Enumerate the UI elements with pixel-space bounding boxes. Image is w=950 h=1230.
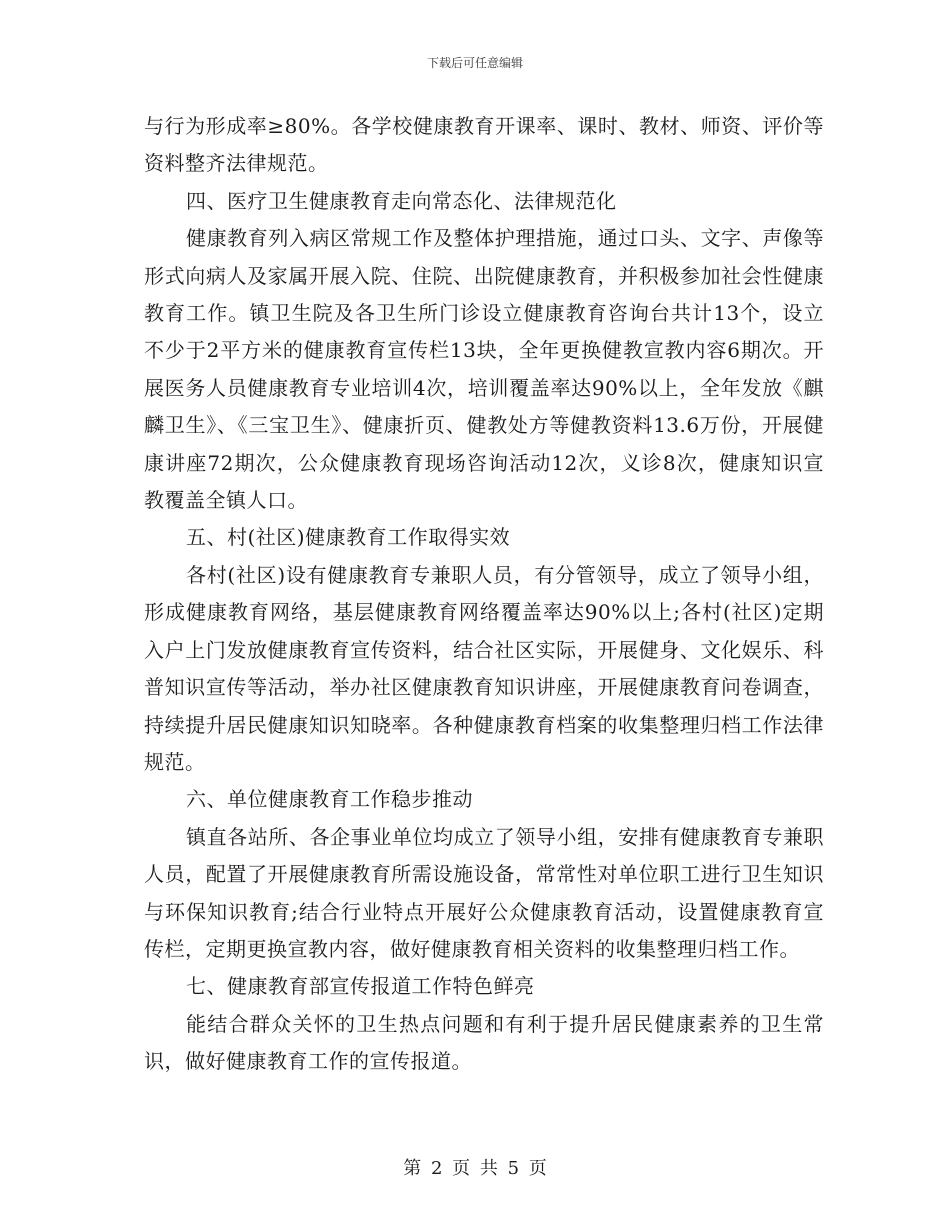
paragraph-village-community: 各村(社区)设有健康教育专兼职人员，有分管领导，成立了领导小组，形成健康教育网络，基层健康教育网络覆盖率达90%以上;各村(社区)定期入户上门发放健康教育宣传资料，结合社区实际，开展健身、文化娱乐、科普知识宣传等活动，举办社区健康教育知识讲座，开展健康教育问卷调查，持续提升居民健康知识知晓率。各种健康教育档案的收集整理归档工作法律规范。 xyxy=(144,562,824,774)
section-heading-4: 四、医疗卫生健康教育走向常态化、法律规范化 xyxy=(186,188,617,213)
section-heading-5: 五、村(社区)健康教育工作取得实效 xyxy=(186,525,511,550)
section-heading-7: 七、健康教育部宣传报道工作特色鲜亮 xyxy=(186,974,535,999)
section-heading-6: 六、单位健康教育工作稳步推动 xyxy=(186,787,473,812)
paragraph-publicity: 能结合群众关怀的卫生热点问题和有利于提升居民健康素养的卫生常识，做好健康教育工作的宣传报道。 xyxy=(144,1011,824,1074)
page-number-footer: 第 2 页 共 5 页 xyxy=(403,1158,547,1179)
document-body xyxy=(144,108,824,1081)
paragraph-school-materials: 与行为形成率≥80%。各学校健康教育开课率、课时、教材、师资、评价等资料整齐法律规范。 xyxy=(144,114,824,176)
page-header: 下载后可任意编辑 xyxy=(426,56,523,70)
paragraph-unit-health-education: 镇直各站所、各企事业单位均成立了领导小组，安排有健康教育专兼职人员，配置了开展健康教育所需设施设备，常常性对单位职工进行卫生知识与环保知识教育;结合行业特点开展好公众健康教育活动，设置健康教育宣传栏，定期更换宣教内容，做好健康教育相关资料的收集整理归档工作。 xyxy=(144,824,824,961)
paragraph-medical-health-education: 健康教育列入病区常规工作及整体护理措施，通过口头、文字、声像等形式向病人及家属开展入院、住院、出院健康教育，并积极参加社会性健康教育工作。镇卫生院及各卫生所门诊设立健康教育咨询台共计13个，设立不少于2平方米的健康教育宣传栏13块，全年更换健教宣教内容6期次。开展医务人员健康教育专业培训4次，培训覆盖率达90%以上，全年发放《麒麟卫生》、《三宝卫生》、健康折页、健教处方等健教资料13.6万份，开展健康讲座72期次，公众健康教育现场咨询活动12次，义诊8次，健康知识宣教覆盖全镇人口。 xyxy=(144,226,824,513)
